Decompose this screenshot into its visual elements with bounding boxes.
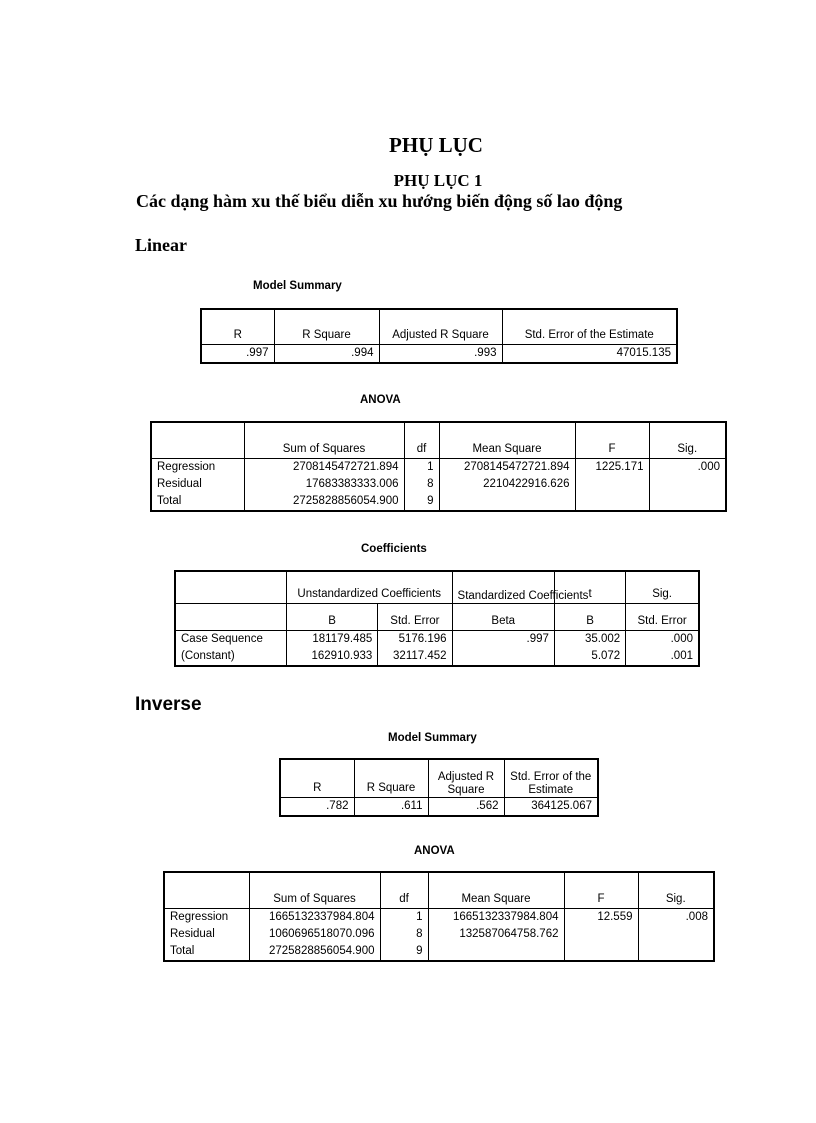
inverse-anova-caption: ANOVA <box>414 845 455 857</box>
cell-f <box>564 943 638 961</box>
section-heading-linear: Linear <box>135 235 187 255</box>
header-t: t <box>554 571 625 603</box>
cell-sum-of-squares: 1060696518070.096 <box>249 926 380 943</box>
header-df: df <box>404 422 439 458</box>
value-r-square: .994 <box>274 344 379 363</box>
header-r-square: R Square <box>274 309 379 344</box>
value-adjusted-r-square: .993 <box>379 344 502 363</box>
table-row <box>164 926 714 943</box>
header-std-error: Std. Error of the Estimate <box>504 759 598 797</box>
linear-model-summary-table <box>200 308 678 364</box>
cell-sum-of-squares: 1665132337984.804 <box>249 908 380 926</box>
value-std-error: 364125.067 <box>504 797 598 816</box>
cell-t: 5.072 <box>554 648 625 666</box>
row-label: Regression <box>157 460 216 473</box>
row-label: Residual <box>170 927 215 940</box>
header-df: df <box>380 872 428 908</box>
header-beta: Beta <box>452 603 554 630</box>
linear-coefficients-table <box>174 570 700 667</box>
cell-mean-square: 2210422916.626 <box>439 476 575 493</box>
header-std-error: Std. Error <box>626 603 699 630</box>
value-adjusted-r-square: .562 <box>428 797 504 816</box>
appendix-subtitle: Các dạng hàm xu thế biểu diễn xu hướng biến động số lao động <box>136 191 623 211</box>
linear-anova-caption: ANOVA <box>360 394 401 406</box>
header-std-error: Std. Error of the Estimate <box>502 309 677 344</box>
value-r: .997 <box>246 346 269 359</box>
header-r: R <box>201 309 274 344</box>
table-row <box>201 344 677 363</box>
cell-sig: .000 <box>649 458 726 476</box>
value-r: .782 <box>326 799 349 812</box>
row-label: Regression <box>170 910 229 923</box>
page-title: PHỤ LỤC <box>389 133 483 157</box>
cell-df: 9 <box>380 943 428 961</box>
header-blank <box>175 603 286 630</box>
cell-mean-square <box>428 943 564 961</box>
cell-f <box>564 926 638 943</box>
cell-mean-square: 2708145472721.894 <box>439 458 575 476</box>
header-adjusted-r-square: Adjusted R Square <box>428 759 504 797</box>
header-standardized: Standardized Coefficients <box>452 571 554 603</box>
header-b: B <box>554 603 625 630</box>
header-blank <box>151 422 244 458</box>
table-row <box>280 797 598 816</box>
cell-sig <box>638 943 714 961</box>
cell-df: 8 <box>404 476 439 493</box>
inverse-anova-table <box>163 871 715 962</box>
cell-df: 1 <box>404 458 439 476</box>
row-label: Residual <box>157 477 202 490</box>
cell-sum-of-squares: 2708145472721.894 <box>244 458 404 476</box>
cell-df: 1 <box>380 908 428 926</box>
row-label: Total <box>157 494 182 507</box>
table-row <box>164 908 714 926</box>
header-sig: Sig. <box>626 571 699 603</box>
cell-sum-of-squares: 17683383333.006 <box>244 476 404 493</box>
value-r-square: .611 <box>354 797 428 816</box>
cell-f: 12.559 <box>564 908 638 926</box>
header-b: B <box>286 603 377 630</box>
table-row <box>175 648 699 666</box>
cell-b: 181179.485 <box>286 630 377 648</box>
cell-sig <box>638 926 714 943</box>
header-sig: Sig. <box>649 422 726 458</box>
cell-f: 1225.171 <box>575 458 649 476</box>
table-row <box>151 476 726 493</box>
cell-sig <box>649 493 726 511</box>
header-r: R <box>280 759 354 797</box>
cell-df: 9 <box>404 493 439 511</box>
cell-df: 8 <box>380 926 428 943</box>
header-blank <box>175 571 286 603</box>
appendix-title: PHỤ LỤC 1 <box>393 171 483 190</box>
header-f: F <box>575 422 649 458</box>
header-f: F <box>564 872 638 908</box>
cell-sig: .000 <box>626 630 699 648</box>
cell-std-error: 5176.196 <box>378 630 452 648</box>
table-row <box>164 943 714 961</box>
cell-sig: .001 <box>626 648 699 666</box>
header-r-square: R Square <box>354 759 428 797</box>
cell-sig <box>649 476 726 493</box>
linear-coefficients-caption: Coefficients <box>361 543 427 555</box>
inverse-model-summary-table <box>279 758 599 817</box>
header-std-error: Std. Error <box>378 603 452 630</box>
cell-sum-of-squares: 2725828856054.900 <box>244 493 404 511</box>
value-std-error: 47015.135 <box>502 344 677 363</box>
cell-t: 35.002 <box>554 630 625 648</box>
table-row <box>151 458 726 476</box>
header-mean-square: Mean Square <box>428 872 564 908</box>
inverse-model-summary-caption: Model Summary <box>388 732 477 744</box>
row-label: (Constant) <box>181 649 235 662</box>
linear-anova-table <box>150 421 727 512</box>
cell-f <box>575 476 649 493</box>
header-unstandardized: Unstandardized Coefficients <box>286 571 452 603</box>
section-heading-inverse: Inverse <box>135 694 202 715</box>
row-label: Case Sequence <box>181 632 263 645</box>
cell-mean-square: 132587064758.762 <box>428 926 564 943</box>
cell-mean-square <box>439 493 575 511</box>
header-sig: Sig. <box>638 872 714 908</box>
header-sum-of-squares: Sum of Squares <box>249 872 380 908</box>
cell-b: 162910.933 <box>286 648 377 666</box>
header-adjusted-r-square: Adjusted R Square <box>379 309 502 344</box>
header-mean-square: Mean Square <box>439 422 575 458</box>
header-blank <box>164 872 249 908</box>
table-row <box>175 630 699 648</box>
cell-beta: .997 <box>452 630 554 648</box>
cell-mean-square: 1665132337984.804 <box>428 908 564 926</box>
linear-model-summary-caption: Model Summary <box>253 280 342 292</box>
cell-std-error: 32117.452 <box>378 648 452 666</box>
table-row <box>151 493 726 511</box>
cell-sum-of-squares: 2725828856054.900 <box>249 943 380 961</box>
header-sum-of-squares: Sum of Squares <box>244 422 404 458</box>
cell-f <box>575 493 649 511</box>
row-label: Total <box>170 944 195 957</box>
cell-sig: .008 <box>638 908 714 926</box>
cell-beta <box>452 648 554 666</box>
